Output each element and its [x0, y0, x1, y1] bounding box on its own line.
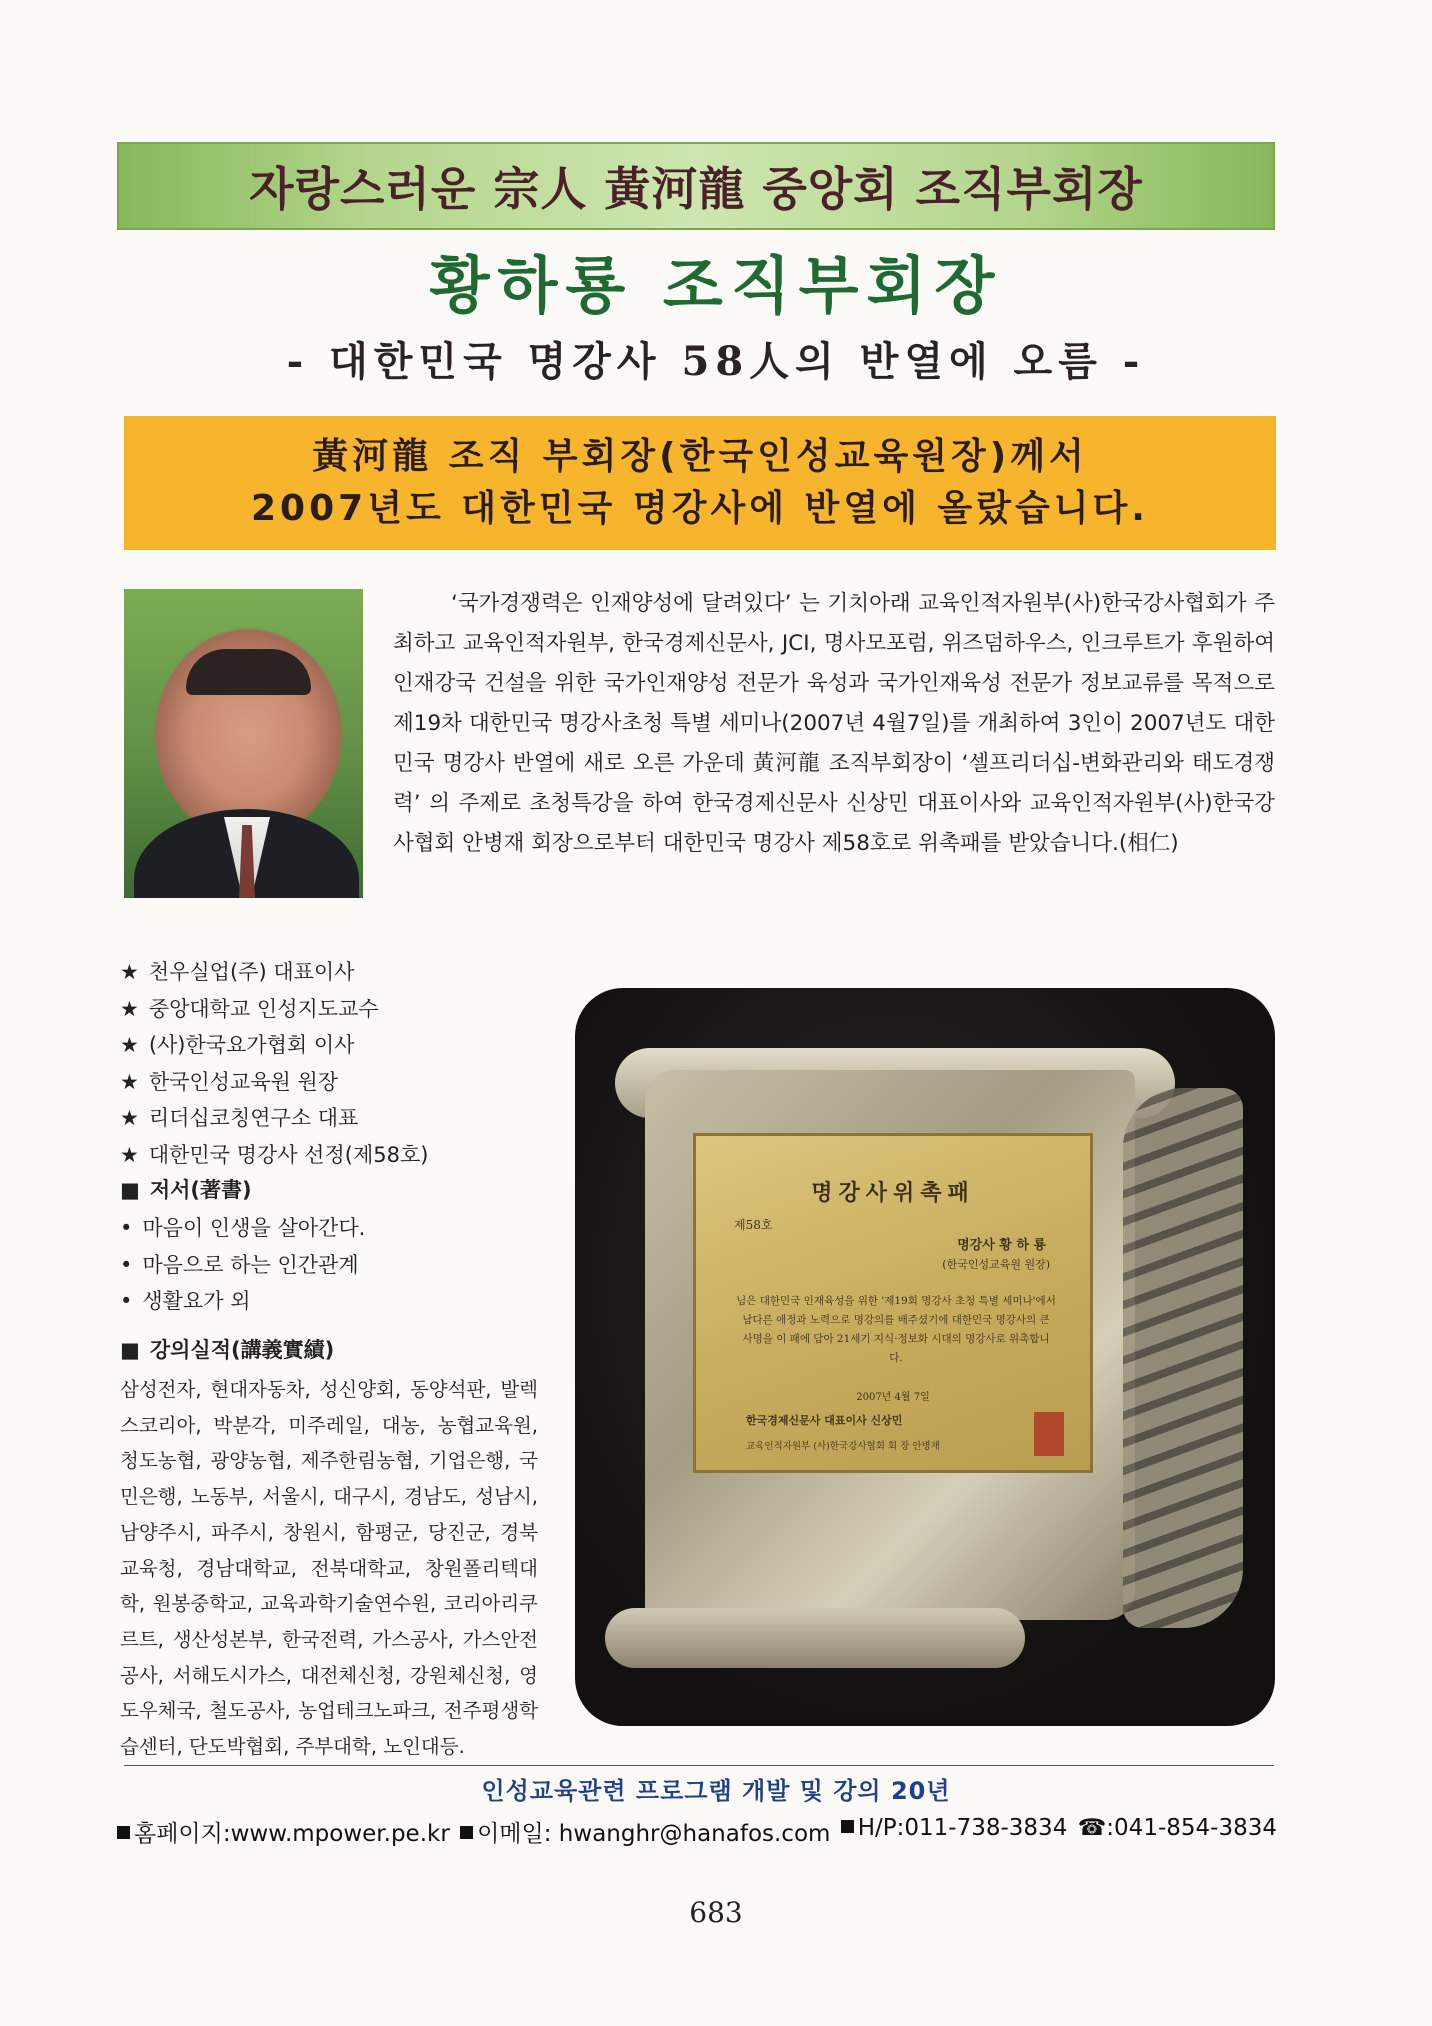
star-icon: ★	[120, 996, 139, 1021]
red-seal-icon	[1034, 1412, 1064, 1456]
homepage-info: 홈페이지:www.mpower.pe.kr	[117, 1815, 450, 1848]
footer-title: 인성교육관련 프로그램 개발 및 강의 20년	[481, 1777, 951, 1805]
plaque-photo	[575, 988, 1275, 1726]
star-icon: ★	[120, 1033, 139, 1057]
plaque-signer-1: 한국경제신문사 대표이사 신상민	[746, 1414, 903, 1427]
credential-item: ★ (사)한국요가협회 이사	[120, 1033, 355, 1057]
plaque-signer-2: 교육인적자원부 (사)한국강사협회 회 장 안병재	[746, 1441, 940, 1452]
portrait-photo	[124, 589, 363, 898]
plaque-title: 명강사위촉패	[811, 1180, 975, 1206]
plaque-org: (한국인성교육원 원장)	[942, 1258, 1050, 1271]
credential-item: ★ 한국인성교육원 원장	[120, 1069, 339, 1094]
star-icon: ★	[120, 1069, 139, 1094]
plaque-gold-plate	[693, 1133, 1093, 1473]
portrait-hair	[186, 649, 311, 695]
dot-bullet-icon: •	[120, 1216, 133, 1240]
contact-line	[117, 1815, 1277, 1848]
page-number: 683	[689, 1896, 743, 1929]
books-list	[120, 1210, 365, 1320]
lectures-text: 삼성전자, 현대자동차, 성신양회, 동양석판, 발렉스코리아, 박분각, 미주레일, 대농, 농협교육원, 청도농협, 광양농협, 제주한림농협, 기업은행, 국민은행, 노동부, 서울시, 대구시, 경남도, 성남시, 남양주시, 파주시, 창원시, 함평군, 당진군, 경북교육청, 경남대학교, 전북대학교, 창원폴리텍대학, 원봉중학교, 교육과학기술연수원, 코리아리쿠르트, 생산성본부, 한국전력, 가스공사, 가스안전공사, 서해도시가스, 대전체신청, 강원체신청, 영도우체국, 철도공사, 농업테크노파크, 전주평생학습센터, 단도박협회, 주부대학, 노인대등.	[120, 1378, 538, 1759]
header-banner	[117, 142, 1275, 230]
lectures-heading: ■ 강의실적(講義實績)	[120, 1338, 335, 1362]
page-subtitle: - 대한민국 명강사 58人의 반열에 오름 -	[286, 338, 1146, 385]
credentials-list	[120, 954, 520, 1173]
book-item: • 생활요가 외	[120, 1289, 251, 1313]
plaque-number: 제58호	[734, 1218, 773, 1232]
phone-info: ☎:041-854-3834	[1077, 1815, 1277, 1841]
credential-item: ★ 리더십코칭연구소 대표	[120, 1106, 359, 1130]
book-item: • 마음으로 하는 인간관계	[120, 1252, 359, 1277]
book-item: • 마음이 인생을 살아간다.	[120, 1216, 366, 1240]
square-bullet-icon	[117, 1826, 130, 1839]
email-info: 이메일: hwanghr@hanafos.com	[460, 1815, 830, 1848]
highlight-line-1: 黃河龍 조직 부회장(한국인성교육원장)께서	[312, 435, 1088, 477]
books-heading: ■ 저서(著書)	[120, 1178, 252, 1202]
square-bullet-icon: ■	[120, 1338, 140, 1362]
dot-bullet-icon: •	[120, 1289, 133, 1313]
scroll-roll-bottom	[605, 1608, 1025, 1668]
mobile-info: H/P:011-738-3834	[841, 1815, 1068, 1848]
star-icon: ★	[120, 1142, 139, 1167]
star-icon: ★	[120, 960, 139, 984]
laurel-icon	[1123, 1088, 1243, 1628]
highlight-line-2: 2007년도 대한민국 명강사에 반열에 올랐습니다.	[251, 488, 1149, 529]
square-bullet-icon	[841, 1820, 854, 1833]
article-body: ‘국가경쟁력은 인재양성에 달려있다’ 는 기치아래 교육인적자원부(사)한국강사협회가 주최하고 교육인적자원부, 한국경제신문사, JCI, 명사모포럼, 위즈덤하우스, 인크루트가 후원하여 인재강국 건설을 위한 국가인재양성 전문가 육성과 국가인재육성 전문가 정보교류를 목적으로 제19차 대한민국 명강사초청 특별 세미나(2007년 4월7일)를 개최하여 3인이 2007년도 대한민국 명강사 반열에 새로 오른 가운데 黃河龍 조직부회장이 ‘셀프리더십-변화관리와 태도경쟁력’ 의 주제로 초청특강을 하여 한국경제신문사 신상민 대표이사와 교육인적자원부(사)한국강사협회 안병재 회장으로부터 대한민국 명강사 제58호로 위촉패를 받았습니다.(相仁)	[393, 591, 1275, 856]
plaque-body: 님은 대한민국 인재육성을 위한 '제19회 명강사 초청 특별 세미나'에서 남다른 애정과 노력으로 명강의를 배주셨기에 대한민국 명강사의 큰 사명을 이 패에 담아 21세기 지식·정보화 시대의 명강사로 위촉합니다.	[736, 1295, 1056, 1364]
star-icon: ★	[120, 1106, 139, 1130]
banner-text: 자랑스러운 宗人 黃河龍 중앙회 조직부회장	[249, 162, 1143, 216]
credential-item: ★ 대한민국 명강사 선정(제58호)	[120, 1142, 429, 1167]
highlight-box	[124, 416, 1276, 550]
credential-item: ★ 중앙대학교 인성지도교수	[120, 996, 379, 1021]
square-bullet-icon: ■	[120, 1178, 140, 1202]
plaque-name: 명강사 황 하 룡	[957, 1238, 1046, 1253]
dot-bullet-icon: •	[120, 1252, 133, 1277]
square-bullet-icon	[460, 1826, 473, 1839]
page-title: 황하룡 조직부회장	[429, 249, 1003, 322]
phone-icon: ☎	[1077, 1815, 1107, 1841]
footer-divider	[124, 1765, 1274, 1766]
plaque-date: 2007년 4월 7일	[856, 1392, 930, 1403]
credential-item: ★ 천우실업(주) 대표이사	[120, 960, 355, 984]
